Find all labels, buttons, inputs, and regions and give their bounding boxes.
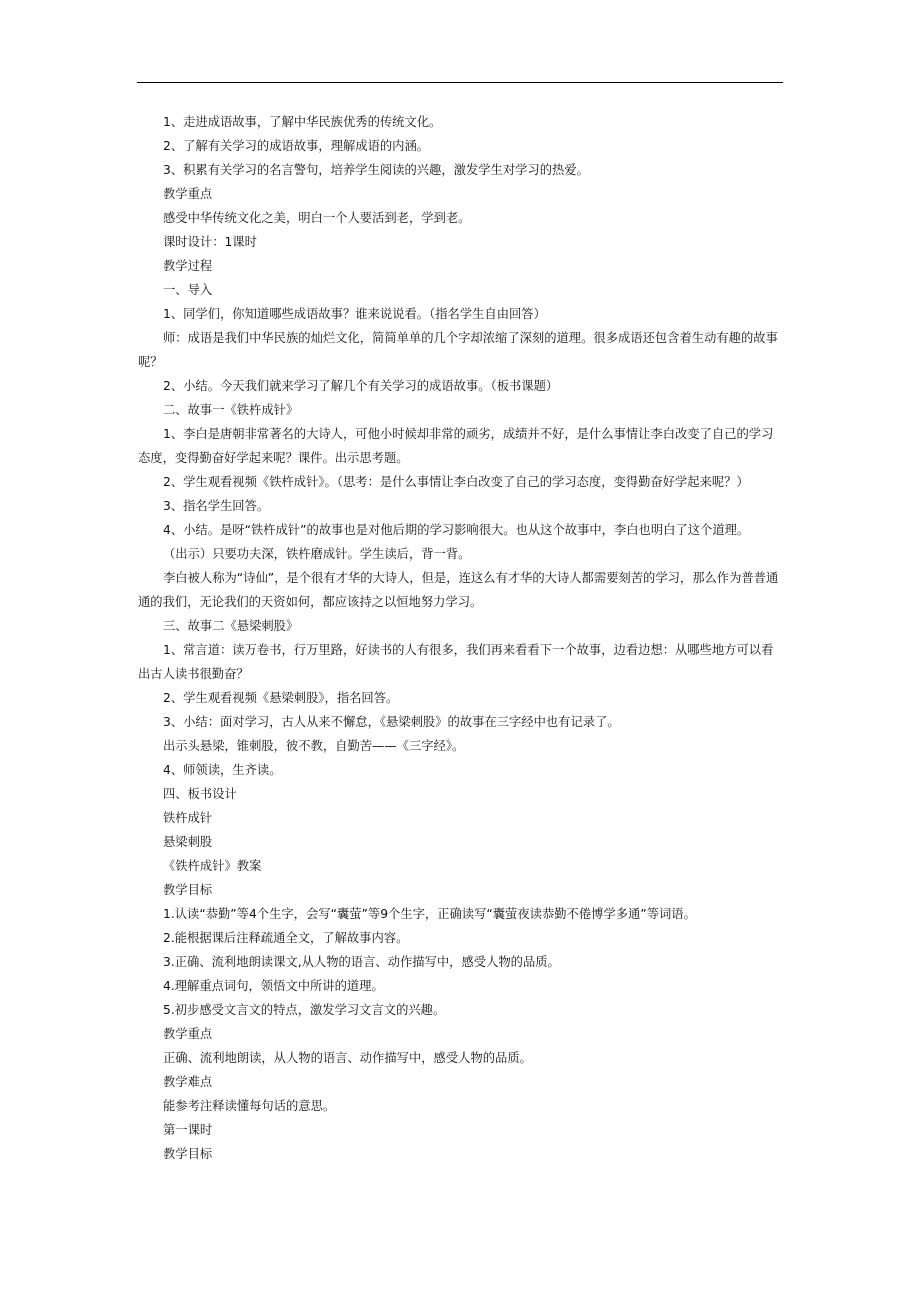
paragraph: 2、学生观看视频《铁杵成针》。（思考：是什么事情让李白改变了自己的学习态度，变得勤奋好学起来呢？） [163, 475, 749, 489]
paragraph: 2、小结。今天我们就来学习了解几个有关学习的成语故事。（板书课题） [163, 379, 559, 393]
paragraph: 2、了解有关学习的成语故事，理解成语的内涵。 [163, 139, 430, 153]
paragraph: 教学目标 [163, 1147, 213, 1161]
paragraph: 四、板书设计 [163, 787, 237, 801]
paragraph: 教学过程 [163, 259, 213, 273]
paragraph: 感受中华传统文化之美，明白一个人要活到老，学到老。 [163, 211, 471, 225]
paragraph: 3.正确、流利地朗读课文,从人物的语言、动作描写中，感受人物的品质。 [163, 955, 560, 969]
paragraph: 教学目标 [163, 883, 213, 897]
paragraph: 三、故事二《悬梁刺股》 [163, 619, 299, 633]
paragraph: 正确、流利地朗读，从人物的语言、动作描写中，感受人物的品质。 [163, 1051, 532, 1065]
paragraph: 第一课时 [163, 1123, 213, 1137]
paragraph: 教学重点 [163, 1027, 213, 1041]
paragraph: 3、小结：面对学习，古人从来不懈怠，《悬梁刺股》的故事在三字经中也有记录了。 [163, 715, 620, 729]
paragraph: 3、指名学生回答。 [163, 499, 270, 513]
paragraph: 教学难点 [163, 1075, 213, 1089]
paragraph: 4、小结。是呀“铁杵成针”的故事也是对他后期的学习影响很大。也从这个故事中，李白也明白了这个道理。 [163, 523, 750, 537]
paragraph: 能参考注释读懂每句话的意思。 [163, 1099, 336, 1113]
paragraph: 1.认读“恭勤”等4个生字，会写“囊萤”等9个生字，正确读写“囊萤夜读恭勤不倦博学多通”等词语。 [163, 907, 696, 921]
paragraph: 1、常言道：读万卷书，行万里路，好读书的人有很多，我们再来看看下一个故事，边看边想：从哪些地方可以看出古人读书很勤奋？ [138, 643, 774, 681]
paragraph: 一、导入 [163, 283, 213, 297]
paragraph: 4、师领读，生齐读。 [163, 763, 282, 777]
paragraph: 《铁杵成针》教案 [163, 859, 262, 873]
paragraph: （出示）只要功夫深，铁杵磨成针。学生读后，背一背。 [163, 547, 471, 561]
paragraph: 1、同学们，你知道哪些成语故事？谁来说说看。（指名学生自由回答） [163, 307, 546, 321]
paragraph: 李白被人称为“诗仙”，是个很有才华的大诗人，但是，连这么有才华的大诗人都需要刻苦的学习，那么作为普普通通的我们，无论我们的天资如何，都应该持之以恒地努力学习。 [138, 571, 779, 609]
paragraph: 二、故事一《铁杵成针》 [163, 403, 299, 417]
paragraph: 5.初步感受文言文的特点，激发学习文言文的兴趣。 [163, 1003, 446, 1017]
paragraph: 2、学生观看视频《悬梁刺股》，指名回答。 [163, 691, 399, 705]
paragraph: 2.能根据课后注释疏通全文，了解故事内容。 [163, 931, 409, 945]
paragraph: 4.理解重点词句，领悟文中所讲的道理。 [163, 979, 384, 993]
paragraph: 3、积累有关学习的名言警句，培养学生阅读的兴趣，激发学生对学习的热爱。 [163, 163, 589, 177]
paragraph: 出示头悬梁，锥刺股，彼不教，自勤苦——《三字经》。 [163, 739, 465, 753]
paragraph: 1、走进成语故事，了解中华民族优秀的传统文化。 [163, 115, 442, 129]
paragraph: 悬梁刺股 [163, 835, 213, 849]
paragraph: 师：成语是我们中华民族的灿烂文化，简简单单的几个字却浓缩了深刻的道理。很多成语还包含着生动有趣的故事呢？ [138, 331, 778, 369]
paragraph: 铁杵成针 [163, 811, 213, 825]
document-body [138, 110, 784, 1166]
paragraph: 教学重点 [163, 187, 213, 201]
paragraph: 1、李白是唐朝非常著名的大诗人，可他小时候却非常的顽劣，成绩并不好，是什么事情让李白改变了自己的学习态度，变得勤奋好学起来呢？课件。出示思考题。 [138, 427, 774, 465]
header-rule [137, 82, 783, 83]
paragraph: 课时设计：1课时 [163, 235, 257, 249]
